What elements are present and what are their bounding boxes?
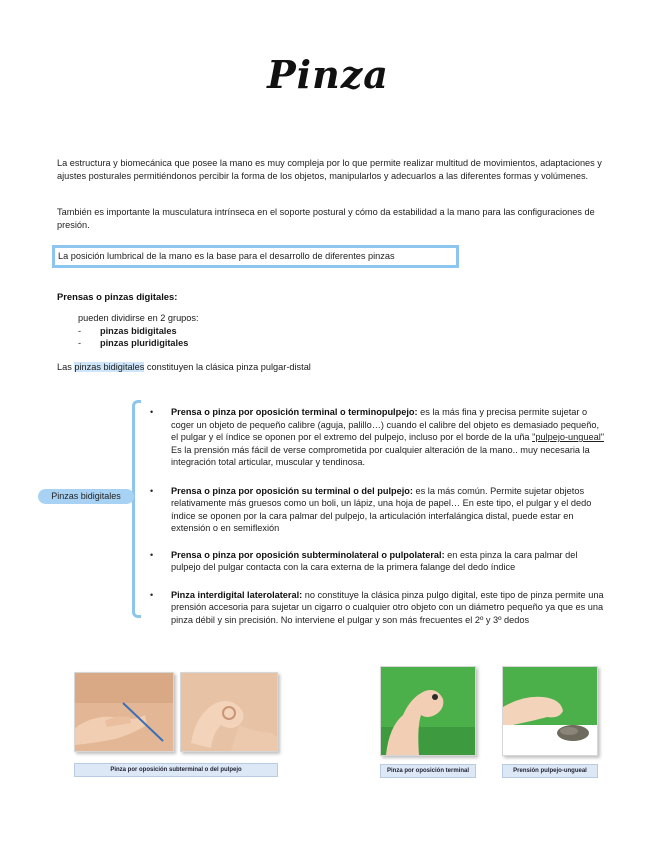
line-prefix: Las (57, 362, 75, 372)
line-suffix: constituyen la clásica pinza pulgar-distal (144, 362, 311, 372)
list-item (78, 337, 199, 350)
list-item (150, 406, 606, 469)
bullet-title: Prensa o pinza por oposición su terminal o del pulpejo: (171, 485, 413, 496)
bullet-body: no constituye la clásica pinza pulgo digital, este tipo de pinza permite una prensión accesoria para sujetar un cigarro o cualquier otro objeto con un diámetro pequeño ya que es una pinza débil y sin precisión. No interviene el pulgar y son más frecuentes el 2º y 3º dedos (171, 589, 604, 625)
list-item (78, 325, 199, 338)
bullet-marker: • (150, 485, 154, 496)
list-item (150, 589, 606, 627)
photo-subterminal-needle (74, 672, 174, 752)
bullet-marker: • (150, 549, 154, 560)
page-title: Pinza (267, 52, 389, 97)
dash-marker: - (78, 325, 82, 336)
bullet-title: Pinza interdigital laterolateral: (171, 589, 303, 600)
pinza-types-list (150, 406, 606, 626)
bullet-body: es la más común. Permite sujetar objetos relativamente más gruesos como un boli, un lápiz, una hoja de papel… En este tipo, el pulgar y el dedo índice se oponen por la cara palmar del pulpejo, la articulación interfalángica distal, puede estar en extensión o en semiflexión (171, 485, 592, 533)
dash-marker: - (78, 338, 82, 348)
group-pluridigitales: pinzas pluridigitales (100, 338, 189, 348)
hand-needle-image (75, 673, 173, 751)
bullet-body: en esta pinza la cara palmar del pulpejo del pulgar contacta con la cara externa de la primera falange del dedo índice (171, 549, 578, 572)
intro-paragraph-2: También es importante la musculatura intrínseca en el soporte postural y cómo da estabilidad a la mano para las configuraciones de presión. (57, 207, 595, 230)
groups-intro: pueden dividirse en 2 grupos: (78, 313, 199, 323)
hand-seeds-image (503, 667, 597, 755)
bullet-body-cont: Es la prensión más fácil de verse comprometida por cualquier alteración de la mano.. muy necesaria la integración total articular, muscular y tendinosa. (171, 444, 590, 467)
caption-pulpejo-ungueal: Prensión pulpejo-ungueal (502, 764, 598, 778)
bullet-text (171, 406, 606, 469)
intro-paragraph-1: La estructura y biomecánica que posee la mano es muy compleja por lo que permite realizar multitud de movimientos, adaptaciones y ajustes posturales permitiéndonos percibir la forma de los objetos, manipularlos y adecuarlos a las diferentes formas y volúmenes. (57, 158, 602, 181)
lumbrical-callout-box: La posición lumbrical de la mano es la base para el desarrollo de diferentes pinzas (52, 245, 459, 268)
bullet-body: es la más fina y precisa permite sujetar o coger un objeto de pequeño calibre (aguja, palillo…) cuando el calibre del objeto es demasiado pequeño, el pulgar y el índice se oponen por el extremo del pulpejo, incluso por el borde de la uña (171, 407, 600, 442)
group-bidigitales: pinzas bidigitales (100, 325, 177, 336)
prensas-heading: Prensas o pinzas digitales: (57, 291, 178, 302)
pinzas-bidigitales-pill: Pinzas bidigitales (38, 489, 134, 504)
bullet-title: Prensa o pinza por oposición terminal o terminopulpejo: (171, 407, 418, 417)
bullet-marker: • (150, 589, 154, 600)
groups-list (78, 312, 199, 350)
bullet-title: Prensa o pinza por oposición subterminolateral o pulpolateral: (171, 549, 445, 560)
photo-terminal (380, 666, 476, 756)
underlined-term: "pulpejo-ungueal" (532, 432, 605, 442)
list-item (150, 485, 606, 535)
caption-subterminal: Pinza por oposición subterminal o del pulpejo (74, 763, 278, 777)
highlighted-term: pinzas bidigitales (74, 362, 145, 372)
caption-terminal: Pinza por oposición terminal (380, 764, 476, 778)
bullet-text (171, 485, 606, 535)
bidigitales-line (57, 362, 311, 372)
bullet-text (171, 549, 606, 574)
bracket-connector (132, 400, 141, 618)
hand-pinch-image (181, 673, 277, 751)
bullet-marker: • (150, 407, 154, 417)
bullet-text (171, 589, 606, 627)
photo-subterminal-pinch (180, 672, 278, 752)
list-item (150, 549, 606, 574)
hand-terminal-image (381, 667, 475, 755)
photo-pulpejo-ungueal (502, 666, 598, 756)
